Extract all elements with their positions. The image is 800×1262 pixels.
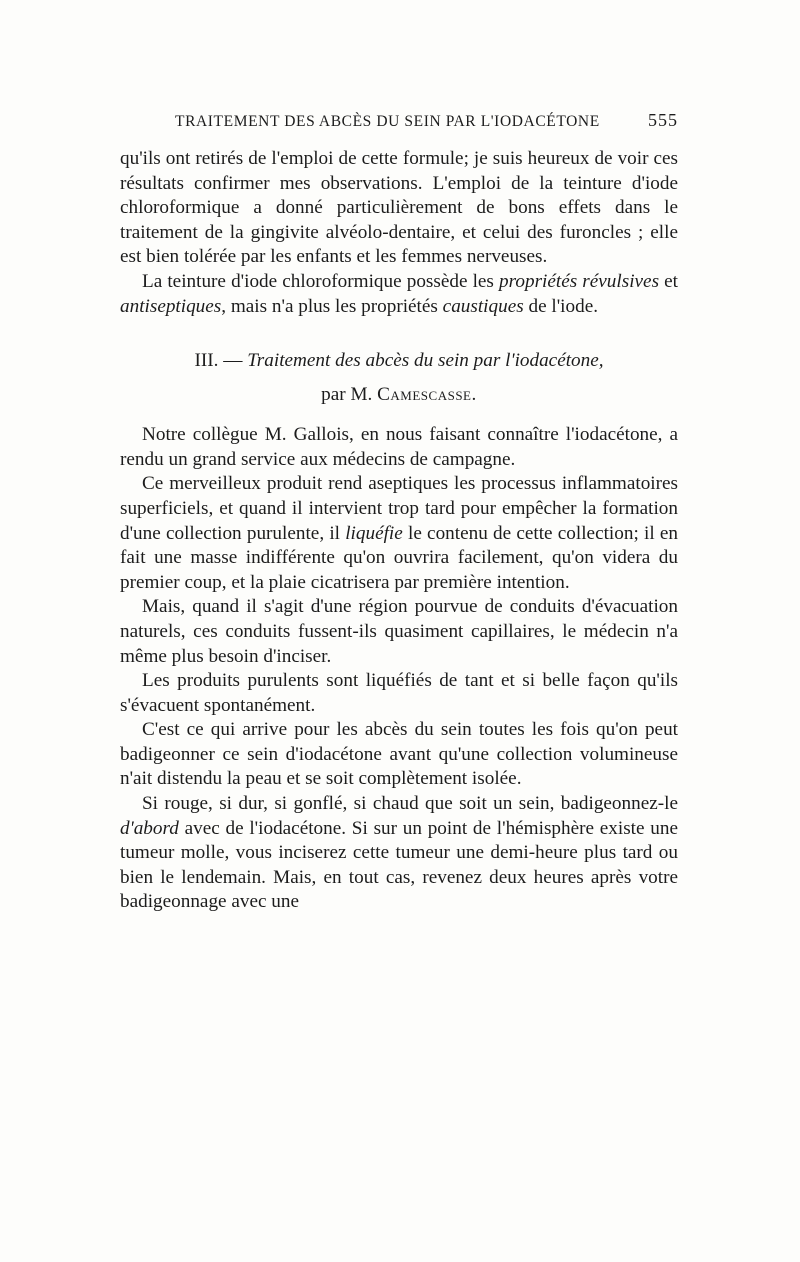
running-title: TRAITEMENT DES ABCÈS DU SEIN PAR L'IODACÉTONE <box>175 113 600 130</box>
byline-prefix: par M. <box>321 384 378 406</box>
section-byline <box>120 383 678 407</box>
section-number: III. — <box>194 350 248 372</box>
section-title: Traitement des abcès du sein par l'iodacétone, <box>247 350 604 372</box>
paragraph-badigeonnez <box>120 792 678 915</box>
paragraph-abces: C'est ce qui arrive pour les abcès du sein toutes les fois qu'on peut badigeonner ce sein d'iodacétone avant qu'une collection volumineuse n'ait distendu la peau et se soit complètement isolée. <box>120 719 678 790</box>
section-body <box>120 423 678 915</box>
emphasis-revulsives: propriétés révulsives <box>499 270 660 292</box>
emphasis-caustiques: caustiques <box>442 295 524 317</box>
paragraph-merveilleux <box>120 472 678 595</box>
paragraph-gallois: Notre collègue M. Gallois, en nous faisant connaître l'iodacétone, a rendu un grand service aux médecins de campagne. <box>120 424 678 470</box>
intro-text <box>120 147 678 319</box>
paragraph-produits: Les produits purulents sont liquéfiés de tant et si belle façon qu'ils s'évacuent spontanément. <box>120 670 678 716</box>
section-heading <box>120 349 678 373</box>
text-run: avec de l'iodacétone. Si sur un point de l'hémisphère existe une tumeur molle, vous inciserez cette tumeur une demi-heure plus tard ou bien le lendemain. Mais, en tout cas, revenez deux heures après votre badigeonnage avec une <box>120 817 678 913</box>
text-run: de l'iode. <box>523 295 599 317</box>
page-number: 555 <box>648 110 678 130</box>
text-run: , mais n'a plus les propriétés <box>221 295 443 317</box>
text-run: et <box>659 270 678 292</box>
emphasis-antiseptiques: antiseptiques <box>120 295 222 317</box>
text-run: Si rouge, si dur, si gonflé, si chaud que soit un sein, badigeonnez-le <box>142 793 678 815</box>
author-name: Camescasse. <box>377 384 477 406</box>
book-page <box>120 110 678 915</box>
running-header <box>120 110 678 131</box>
text-run: le contenu de cette collection; il en fait une masse indifférente qu'on ouvrira facilement, qu'on videra du premier coup, et la plaie cicatrisera par première intention. <box>120 522 678 593</box>
text-run: Ce merveilleux produit rend aseptiques les processus inflammatoires superficiels, et quand il intervient trop tard pour empêcher la formation d'une collection purulente, il <box>120 473 678 544</box>
emphasis-liquefie: liquéfie <box>345 522 403 544</box>
text-run: La teinture d'iode chloroformique possède les <box>142 270 500 292</box>
paragraph-conduits: Mais, quand il s'agit d'une région pourvue de conduits d'évacuation naturels, ces conduits fussent-ils quasiment capillaires, le médecin n'a même plus besoin d'inciser. <box>120 596 678 667</box>
paragraph-continuation: qu'ils ont retirés de l'emploi de cette formule; je suis heureux de voir ces résultats confirmer mes observations. L'emploi de la teinture d'iode chloroformique a donné particulièrement de bons effets dans le traitement de la gingivite alvéolo-dentaire, et celui des furoncles ; elle est bien tolérée par les enfants et les femmes nerveuses. <box>120 148 678 268</box>
paragraph-properties <box>120 270 678 319</box>
emphasis-dabord: d'abord <box>120 817 179 839</box>
